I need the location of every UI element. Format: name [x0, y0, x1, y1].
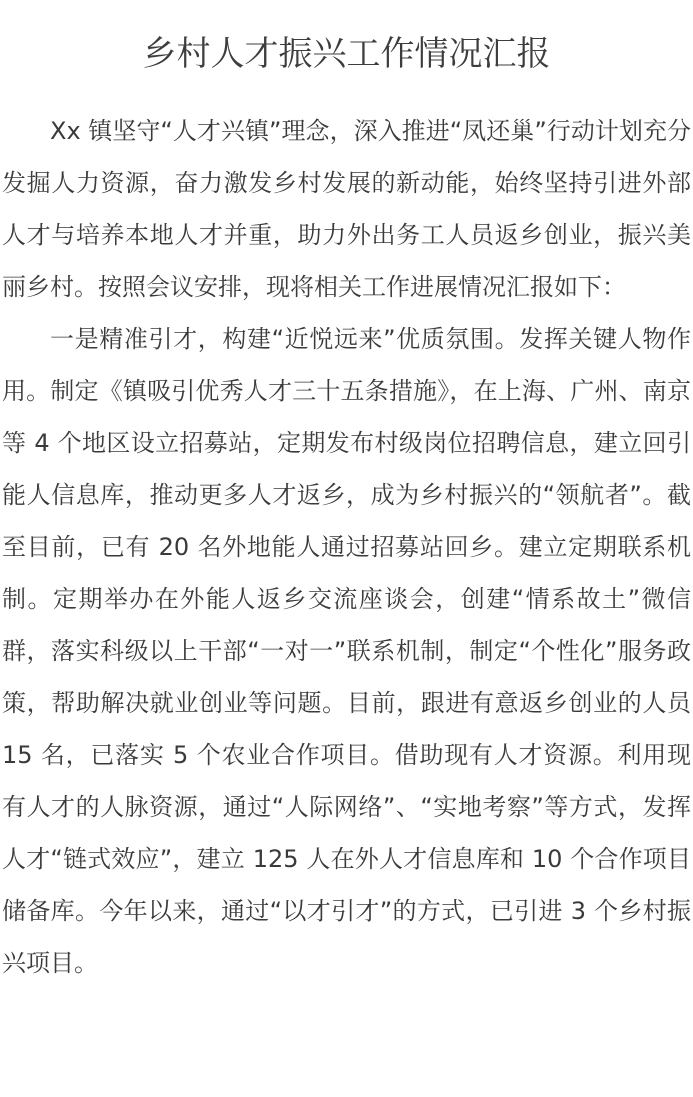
document-body [2, 105, 691, 989]
paragraph-talent-recruitment: 一是精准引才，构建“近悦远来”优质氛围。发挥关键人物作用。制定《镇吸引优秀人才三十五条措施》，在上海、广州、南京等 4 个地区设立招募站，定期发布村级岗位招聘信息，建立回引能人信息库，推动更多人才返乡，成为乡村振兴的“领航者”。截至目前，已有 20 名外地能人通过招募站回乡。建立定期联系机制。定期举办在外能人返乡交流座谈会，创建“情系故土”微信群，落实科级以上干部“一对一”联系机制，制定“个性化”服务政策，帮助解决就业创业等问题。目前，跟进有意返乡创业的人员 15 名，已落实 5 个农业合作项目。借助现有人才资源。利用现有人才的人脉资源，通过“人际网络”、“实地考察”等方式，发挥人才“链式效应”，建立 125 人在外人才信息库和 10 个合作项目储备库。今年以来，通过“以才引才”的方式，已引进 3 个乡村振兴项目。 [2, 325, 691, 977]
paragraph-intro: Xx 镇坚守“人才兴镇”理念，深入推进“凤还巢”行动计划充分发掘人力资源，奋力激发乡村发展的新动能，始终坚持引进外部人才与培养本地人才并重，助力外出务工人员返乡创业，振兴美丽乡村。按照会议安排，现将相关工作进展情况汇报如下： [2, 117, 691, 301]
document-title: 乡村人才振兴工作情况汇报 [142, 34, 551, 74]
